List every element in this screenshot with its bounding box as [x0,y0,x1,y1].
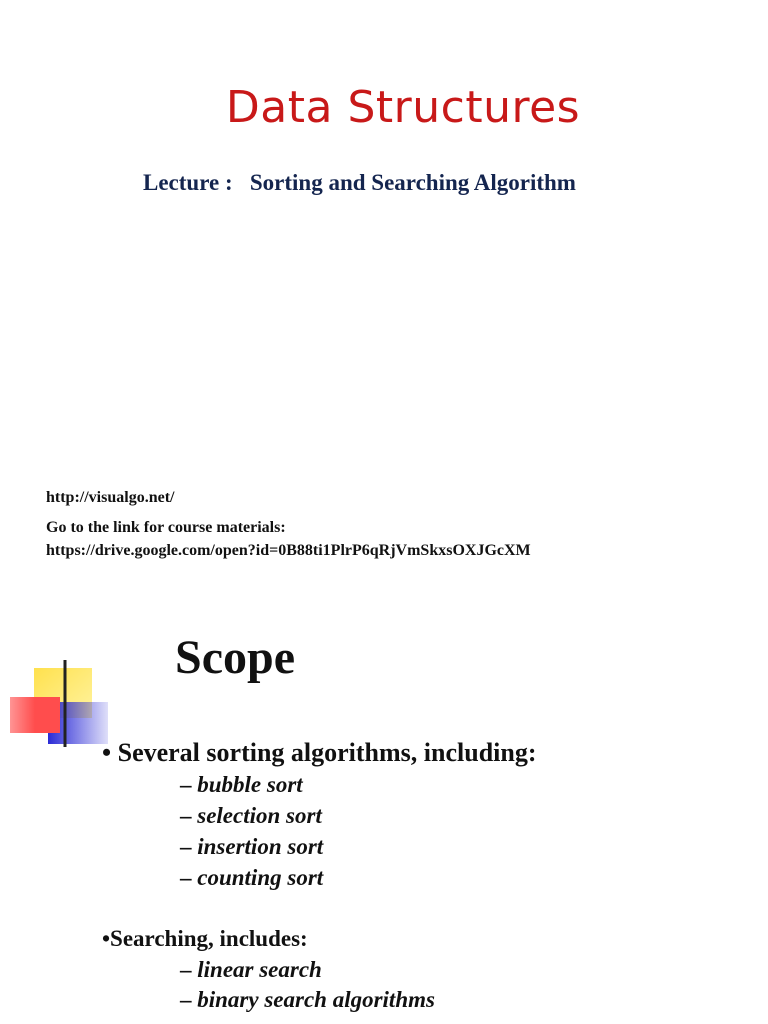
course-materials-link[interactable]: https://drive.google.com/open?id=0B88ti1PlrP6qRjVmSkxsOXJGcXM [46,542,531,559]
sorting-heading: • Several sorting algorithms, including: [102,738,537,767]
searching-heading: •Searching, includes: [102,926,308,951]
scope-title: Scope [175,631,295,684]
item-text: bubble sort [197,772,303,797]
item-text: counting sort [197,865,324,890]
deco-red-square [10,697,60,733]
dash: – [180,834,192,859]
visualgo-link[interactable]: http://visualgo.net/ [46,489,175,506]
dash: – [180,865,192,890]
list-item [180,834,323,860]
list-item [180,772,303,798]
item-text: selection sort [197,803,322,828]
list-item [180,957,322,983]
list-item [180,803,322,829]
course-materials-label: Go to the link for course materials: [46,519,286,536]
item-text: insertion sort [197,834,324,859]
dash: – [180,772,192,797]
item-text: binary search algorithms [197,987,435,1012]
dash: – [180,803,192,828]
slide-title: Data Structures [225,82,581,133]
list-item [180,865,323,891]
item-text: linear search [197,957,322,982]
dash: – [180,957,192,982]
list-item [180,987,435,1013]
dash: – [180,987,192,1012]
lecture-subtitle: Lecture : Sorting and Searching Algorithm [143,170,576,195]
